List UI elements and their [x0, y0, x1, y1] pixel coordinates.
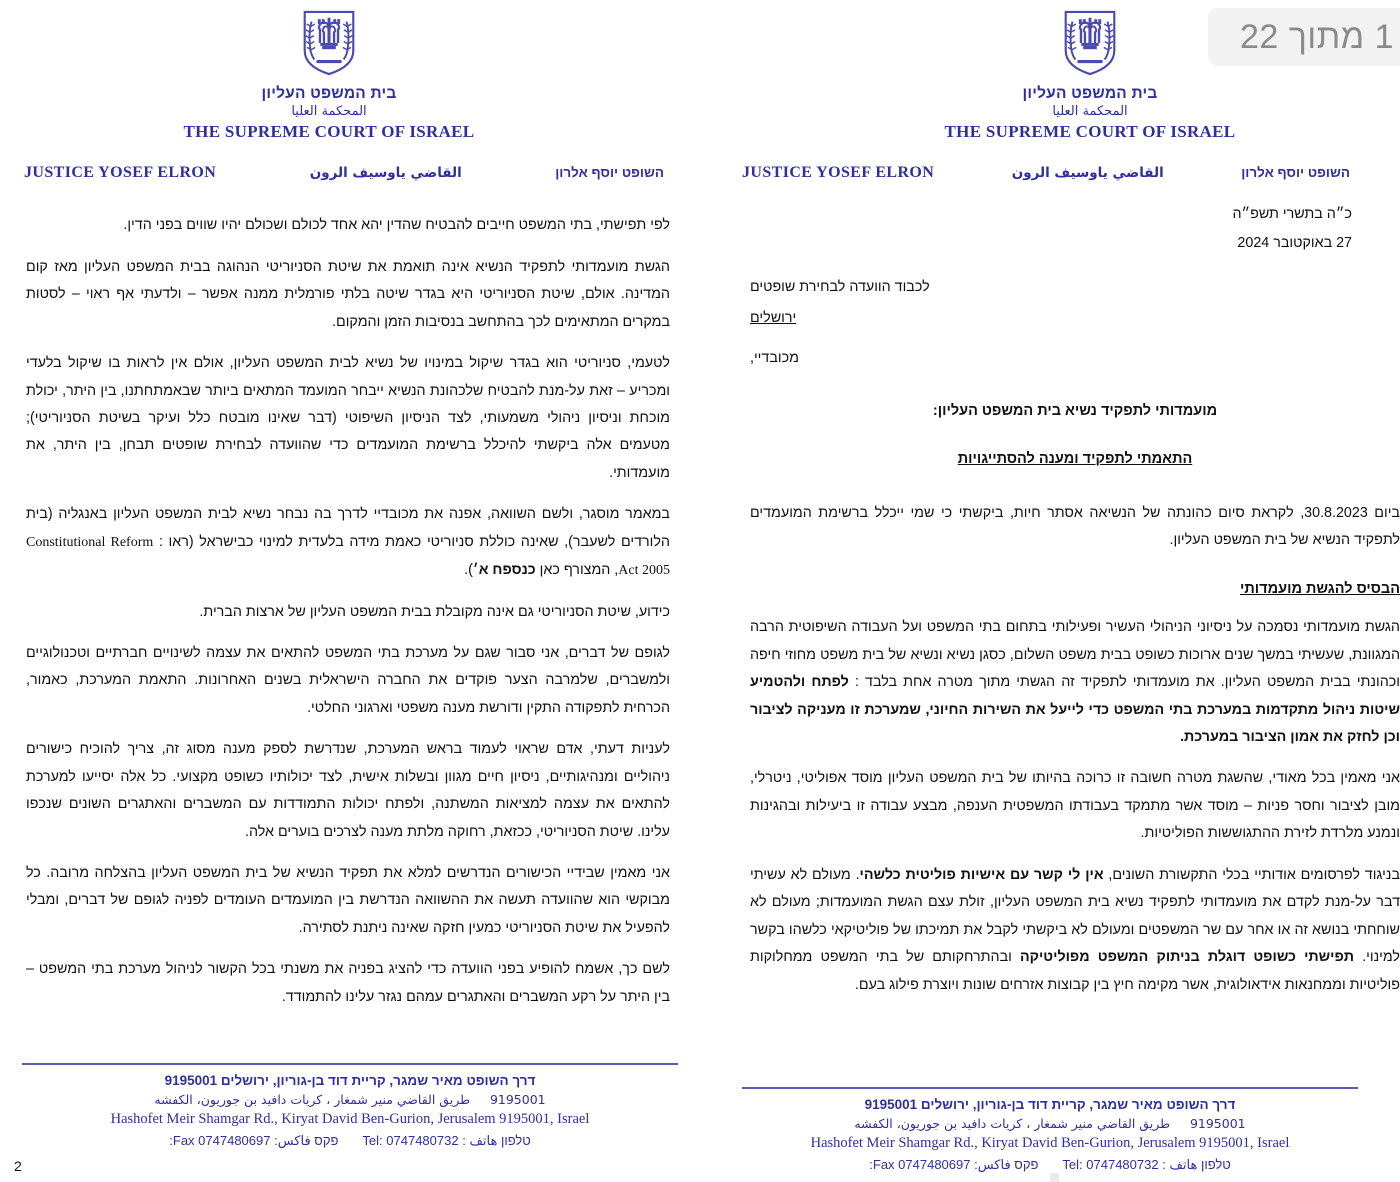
- footer-contact: [22, 1131, 678, 1152]
- court-name-hebrew: בית המשפט העליון: [261, 85, 397, 102]
- footer-arabic-zip: 9195001: [489, 1091, 546, 1107]
- court-name-english: THE SUPREME COURT OF ISRAEL: [183, 122, 475, 142]
- subject-line: מועמדותי לתפקיד נשיא בית המשפט העליון:: [932, 402, 1218, 419]
- page-right-body: [732, 200, 1400, 999]
- footer-address-arabic: [742, 1115, 1358, 1134]
- justice-name-hebrew: השופט יוסף אלרון: [555, 165, 664, 181]
- ties-bold-no-connection: אין לי קשר עם אישיות פוליטית כלשהי: [859, 866, 1104, 883]
- ref-middle: , המצורף כאן: [535, 561, 619, 578]
- court-name-arabic: المحكمة العليا: [1052, 103, 1128, 119]
- paragraph-basis: [750, 614, 1400, 751]
- justice-name-english: JUSTICE YOSEF ELRON: [742, 164, 935, 182]
- court-name-arabic: المحكمة العليا: [291, 103, 367, 119]
- ties-middle: . מעולם לא עשיתי דבר על-מנת לקדם את מועמדותי לתפקיד נשיא בית המשפט העליון, זולת עצם הגשת המועמדות; מעולם לא שוחחתי בנושא זה או אחר עם שר המשפטים ומעולם לא ביקשתי לקבל את תמיכתו של פוליטיקאי כלשהו בקשר למינוי.: [750, 866, 1400, 966]
- footer-address-english: Hashofet Meir Shamgar Rd., Kiryat David Ben-Gurion, Jerusalem 9195001, Israel: [810, 1135, 1290, 1152]
- paragraph-no-political-ties: [750, 862, 1400, 999]
- page-footer-left: [22, 1063, 678, 1152]
- footer-fax: פקס فاكس: 0747480697 Fax:: [869, 1157, 1039, 1173]
- ties-after: ובהתרחקותם של בתי המשפט ממחלוקות פוליטיות וממחנאות אידאולוגית, אשר מקימה חיץ בין קבוצות אזרחים שונות ויוצרת פילוג בעם.: [750, 949, 1400, 993]
- ties-bold-separation: תפישתי כשופט דוגלת בניתוק המשפט מפוליטיקה: [1019, 949, 1355, 966]
- footer-telephone: טלפון هاتف : Tel: 0747480732: [1062, 1157, 1231, 1173]
- paragraph: אני מאמין שבידיי הכישורים הנדרשים למלא את תפקיד הנשיא של בית המשפט העליון בהצלחה מרובה. כל מבוקשי הוא שהוועדה תעשה את ההשוואה הנדרשת בין המועמדים העומדים לפניה לגופם של דברים, ומבלי להפעיל את שיטת הסניוריטי כמעין חזקה שאינה ניתנת לסתירה.: [26, 865, 670, 936]
- paragraph-apolitical: אני מאמין בכל מאודי, שהשגת מטרה חשובה זו כרוכה בהיותו של בית המשפט העליון מוסד אפוליטי, ניטרלי, מובן לציבור וחסר פניות – מוסד אשר מתמקד בעבודתו המשפטית הענפה, מבצע עבודה זו ביעילות ובהגינות ונמנע מלרדת לזירת ההתגוששות הפוליטיות.: [750, 770, 1400, 842]
- justice-name-arabic: القاضي ياوسيف الرون: [1011, 165, 1164, 182]
- paragraph: לפי תפישתי, בתי המשפט חייבים להבטיח שהדין יהא אחד לכולם ושכולם יהיו שווים בפני הדין.: [123, 217, 670, 234]
- date-block: [750, 200, 1400, 257]
- court-name-english: THE SUPREME COURT OF ISRAEL: [944, 122, 1236, 142]
- date-hebrew: כ״ה בתשרי תשפ״ה: [1232, 206, 1352, 223]
- justice-name-english: JUSTICE YOSEF ELRON: [24, 164, 217, 182]
- footer-arabic-street: طريق القاضي منير شمغار ، كريات دافيد بن جوريون، الكفشه: [854, 1115, 1171, 1131]
- israel-state-emblem-icon: [1059, 8, 1121, 76]
- footer-address-arabic: [22, 1091, 678, 1110]
- page-indicator-badge[interactable]: 1 מתוך 22: [1208, 8, 1400, 66]
- footer-address-hebrew: דרך השופט מאיר שמגר, קריית דוד בן-גוריון, ירושלים 9195001: [864, 1097, 1236, 1113]
- footer-divider: [22, 1063, 678, 1065]
- letterhead-left: [14, 0, 676, 182]
- justice-name-arabic: القاضي ياوسيف الرون: [309, 165, 462, 182]
- justice-name-row: [732, 164, 1400, 182]
- footer-address-hebrew: דרך השופט מאיר שמגר, קריית דוד בן-גוריון, ירושלים 9195001: [164, 1073, 536, 1089]
- page-left-body: [14, 212, 676, 1011]
- page-footer-right: [742, 1087, 1358, 1176]
- justice-name-row: [14, 164, 676, 182]
- israel-state-emblem-icon: [298, 8, 360, 76]
- ref-before: במאמר מוסגר, ולשם השוואה, אפנה את מכובדיי לדרך בה נבחר נשיא לבית המשפט העליון באנגליה (בית הלורדים לשעבר), שאינה כוללת סניוריטי כאמת מידה בלעדית למינוי כבישראל (ראו :: [26, 506, 670, 550]
- paragraph: לטעמי, סניוריטי הוא בגדר שיקול במינויו של נשיא לבית המשפט העליון, אולם אין לראות בו שיקול בלעדי ומכריע – זאת על-מנת להבטיח שלכהונת הנשיא ייבחר המועמד המתאים ביותר שבאמתחתנו, בין היתר, יכולת מוכחת וניסיון ניהולי משמעותי, לצד הניסיון השיפוטי (דבר שאינו מובטח כלל ועיקר בשיטת הסניוריטי); מטעמים אלה ביקשתי להיכלל ברשימת המועמדים כדי שהוועדה לבחירת שופטים תבחן, בין היתר, את מועמדותי.: [26, 355, 670, 481]
- next-page-preview[interactable]: [718, 1176, 1400, 1182]
- court-name-hebrew: בית המשפט העליון: [1022, 85, 1158, 102]
- paragraph-intro: ביום 30.8.2023, לקראת סיום כהונתה של הנשיאה אסתר חיות, ביקשתי כי שמי ייכלל ברשימת המועמדים לתפקיד הנשיא של בית המשפט העליון.: [750, 504, 1400, 549]
- paragraph: הגשת מועמדותי לתפקיד הנשיא אינה תואמת את שיטת הסניוריטי הנהוגה בבית המשפט העליון מאז קום המדינה. אולם, שיטת הסניוריטי היא בגדר שיטה בלתי פורמלית ממנה אפשר – ולדעתי אף ראוי – לסטות במקרים המתאימים לכך בהתחשב בנסיבות הזמן והמקום.: [26, 258, 670, 330]
- subject-subheading: התאמתי לתפקיד ומענה להסתייגויות: [957, 450, 1193, 467]
- ref-appendix-bold: כנספח א׳: [472, 561, 536, 578]
- page-number-label: 2: [14, 1158, 22, 1174]
- section-heading-basis: הבסיס להגשת מועמדותי: [1239, 581, 1400, 598]
- paragraph: כידוע, שיטת הסניוריטי גם אינה מקובלת בבית המשפט העליון של ארצות הברית.: [199, 603, 670, 620]
- footer-fax: פקס فاكس: 0747480697 Fax:: [169, 1133, 339, 1149]
- paragraph-reference: [26, 501, 670, 584]
- paragraph: לעניות דעתי, אדם שראוי לעמוד בראש המערכת, שנדרשת לספק מענה מסוג זה, צריך להוכיח כישורים ניהוליים ומנהיגותיים, ניסיון חיים מגוון ובשלות אישית, לצד יכולותיו כשופט מקצועי. כל אלה יסייעו למערכת להתאים את עצמה למציאות המשתנה, ולפתח יכולות התמודדות עם המשברים והאתגרים השונים שנכפו עלינו. שיטת הסניוריטי, ככזאת, רחוקה מלתת מענה לצרכים בוערים אלה.: [26, 741, 670, 840]
- paragraph: לשם כך, אשמח להופיע בפני הוועדה כדי להציג בפניה את משנתי בכל הקשור לניהול מערכת בתי המשפט – בין היתר על רקע המשברים והאתגרים עמהם נגזר עלינו להתמודד.: [26, 961, 670, 1005]
- basis-goal-bold: לפתח ולהטמיע שיטות ניהול מתקדמות במערכת בתי המשפט כדי לייעל את השירות החיוני, שמערכת זו מעניקה לציבור וכן לחזק את אמון הציבור במערכת.: [750, 674, 1400, 746]
- paragraph: לגופם של דברים, אני סבור שגם על מערכת בתי המשפט להתאים את עצמה לשינויים חברתיים וטכנולוגיים ולמשברים, שלמרבה הצער פוקדים את החברה הישראלית בשנים האחרונות. התאמת המערכת, כאמור, הכרחית לתפקודה התקין ודורשת מענה משפטי וארגוני החלטי.: [26, 644, 670, 716]
- footer-divider: [742, 1087, 1358, 1089]
- ref-after: ).: [464, 561, 473, 578]
- footer-arabic-street: طريق القاضي منير شمغار ، كريات دافيد بن جوريون، الكفشه: [154, 1091, 471, 1107]
- ties-before: בניגוד לפרסומים אודותיי בכלי התקשורת השונים,: [1103, 866, 1400, 883]
- addressee-block: [750, 272, 1400, 335]
- pdf-page-right[interactable]: [718, 0, 1400, 1182]
- footer-address-english: Hashofet Meir Shamgar Rd., Kiryat David Ben-Gurion, Jerusalem 9195001, Israel: [110, 1111, 590, 1128]
- footer-telephone: טלפון هاتف : Tel: 0747480732: [362, 1133, 531, 1149]
- date-gregorian: 27 באוקטובר 2024: [1237, 235, 1352, 251]
- ref-english-act: Constitutional Reform Act 2005: [26, 534, 670, 578]
- footer-arabic-zip: 9195001: [1189, 1115, 1246, 1131]
- next-page-mark: [1050, 1173, 1059, 1182]
- basis-text: הגשת מועמדותי נסמכה על ניסיוני הניהולי העשיר ופעילותי בתחום בתי המשפט ועל העבודה השיפוטית הרבה המגוונת, שעשיתי במשך שנים ארוכות כשופט בבית משפט השלום, כסגן נשיא ונשיא של בית משפט מחוזי חיפה וכהונתי בבית המשפט העליון. את מועמדותי לתפקיד זה הגשתי מתוך מטרה אחת בלבד :: [750, 619, 1400, 691]
- addressee-line: לכבוד הוועדה לבחירת שופטים: [750, 278, 930, 295]
- salutation: מכובדיי,: [750, 349, 799, 366]
- addressee-city: ירושלים: [750, 310, 797, 327]
- justice-name-hebrew: השופט יוסף אלרון: [1241, 165, 1350, 181]
